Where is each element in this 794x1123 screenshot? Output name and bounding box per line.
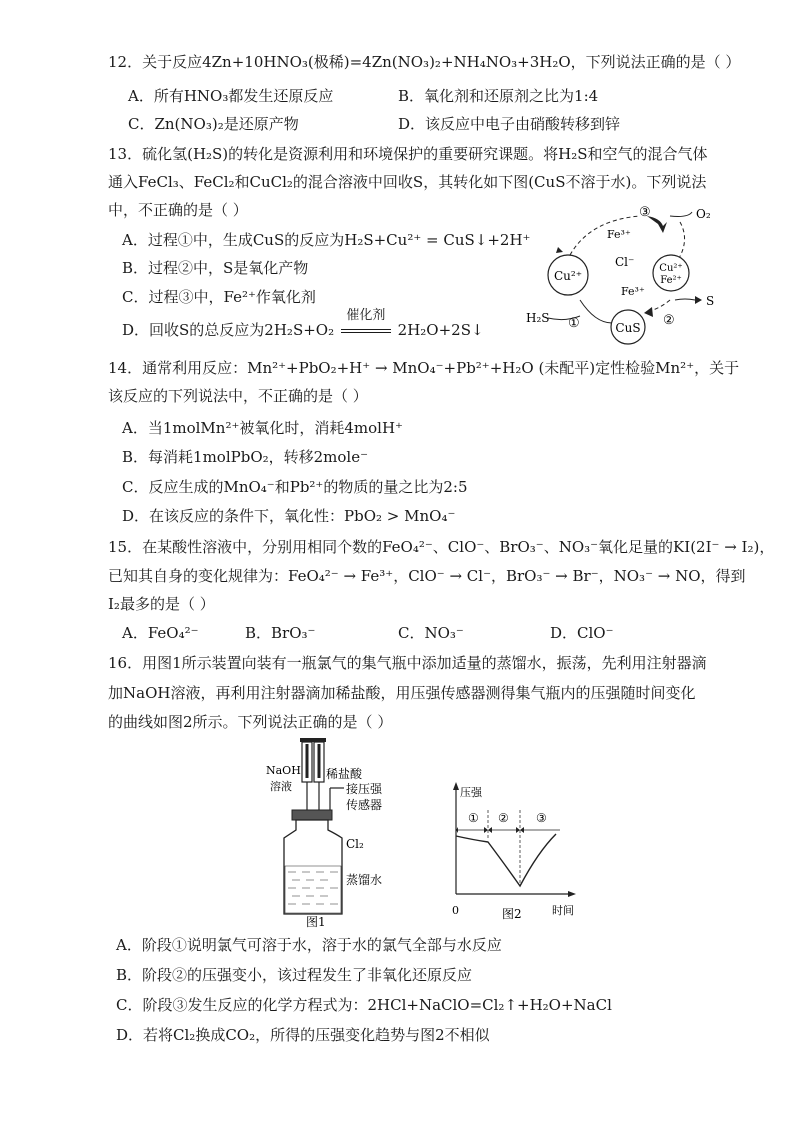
cl2-label: Cl₂	[346, 837, 364, 851]
s-label: S	[706, 294, 715, 308]
step2-label: ②	[663, 313, 675, 328]
figure2-pressure-chart	[444, 782, 584, 924]
figure2-xlabel: 时间	[552, 904, 574, 917]
sensor-label-1: 接压强	[346, 782, 383, 796]
q13-stem-line3: 中，不正确的是（ ）	[108, 201, 248, 219]
h2s-label: H₂S	[526, 311, 550, 325]
q15-option-d: D．ClO⁻	[550, 624, 614, 642]
figure2-origin: 0	[452, 904, 459, 917]
pressure-curve	[456, 834, 556, 886]
h2s-cycle-diagram	[520, 200, 720, 350]
q15-stem-line1: 15．在某酸性溶液中，分别用相同个数的FeO₄²⁻、ClO⁻、BrO₃⁻、NO₃⁻氧化足量的KI(2I⁻ → I₂)，	[108, 538, 775, 556]
stage2-label: ②	[498, 811, 509, 825]
q15-option-c: C．NO₃⁻	[398, 624, 464, 642]
q14-option-d: D．在该反应的条件下，氧化性：PbO₂ > MnO₄⁻	[122, 507, 456, 525]
q16-option-d: D．若将Cl₂换成CO₂，所得的压强变化趋势与图2不相似	[116, 1026, 490, 1044]
q12-option-a: A．所有HNO₃都发生还原反应	[128, 87, 334, 105]
q13-option-a: A．过程①中，生成CuS的反应为H₂S+Cu²⁺ = CuS↓+2H⁺	[122, 231, 531, 249]
q12-option-b: B．氧化剂和还原剂之比为1:4	[398, 87, 599, 105]
cu-fe-bottom-label: Fe²⁺	[660, 275, 682, 286]
q12-option-d: D．该反应中电子由硝酸转移到锌	[398, 115, 621, 133]
cu-fe-top-label: Cu²⁺	[659, 263, 683, 274]
step3-label: ③	[639, 205, 651, 220]
cl-label: Cl⁻	[615, 255, 635, 269]
q14-option-c: C．反应生成的MnO₄⁻和Pb²⁺的物质的量之比为2:5	[122, 478, 468, 496]
cus-label: CuS	[615, 321, 641, 335]
q13-option-d	[122, 308, 484, 340]
q15-option-b: B．BrO₃⁻	[245, 624, 316, 642]
catalyst-label: 催化剂	[346, 308, 386, 323]
q16-option-b: B．阶段②的压强变小，该过程发生了非氧化还原反应	[116, 966, 473, 984]
q16-stem-line1: 16．用图1所示装置向装有一瓶氯气的集气瓶中添加适量的蒸馏水，振荡，先利用注射器滴	[108, 654, 707, 672]
water-label: 蒸馏水	[346, 873, 383, 887]
q15-stem-line2: 已知其自身的变化规律为：FeO₄²⁻ → Fe³⁺，ClO⁻ → Cl⁻，BrO₃⁻ → Br⁻，NO₃⁻ → NO，得到	[108, 567, 746, 585]
q13-option-d-left: D．回收S的总反应为2H₂S+O₂	[122, 321, 335, 339]
q16-option-c: C．阶段③发生反应的化学方程式为：2HCl+NaClO=Cl₂↑+H₂O+NaCl	[116, 996, 612, 1014]
figure2-caption: 图2	[502, 907, 522, 921]
q15-stem-line3: I₂最多的是（ ）	[108, 595, 215, 613]
q15-option-a: A．FeO₄²⁻	[122, 624, 199, 642]
step1-label: ①	[568, 316, 580, 331]
sensor-label-2: 传感器	[346, 798, 383, 812]
hcl-label: 稀盐酸	[326, 767, 363, 781]
q16-stem-line3: 的曲线如图2所示。下列说法正确的是（ ）	[108, 713, 393, 731]
stage3-label: ③	[536, 811, 547, 825]
q14-stem-line2: 该反应的下列说法中，不正确的是（ ）	[108, 387, 368, 405]
q13-option-b: B．过程②中，S是氧化产物	[122, 259, 309, 277]
catalyst-arrow	[339, 308, 393, 340]
q13-stem-line1: 13．硫化氢(H₂S)的转化是资源利用和环境保护的重要研究课题。将H₂S和空气的混合气体	[108, 145, 708, 163]
fe3-right-label: Fe³⁺	[621, 285, 645, 298]
cu2-label: Cu²⁺	[553, 269, 583, 283]
q14-option-a: A．当1molMn²⁺被氧化时，消耗4molH⁺	[122, 419, 403, 437]
naoh-solution-label: 溶液	[270, 780, 292, 793]
naoh-label: NaOH	[266, 764, 301, 777]
q12-stem: 12．关于反应4Zn+10HNO₃(极稀)=4Zn(NO₃)₂+NH₄NO₃+3H₂O，下列说法正确的是（ ）	[108, 53, 741, 71]
figure1-caption: 图1	[306, 915, 326, 928]
q13-option-d-right: 2H₂O+2S↓	[397, 321, 484, 339]
q14-option-b: B．每消耗1molPbO₂，转移2mole⁻	[122, 448, 369, 466]
q12-option-c: C．Zn(NO₃)₂是还原产物	[128, 115, 299, 133]
figure1-apparatus	[262, 738, 432, 928]
q13-stem-line2: 通入FeCl₃、FeCl₂和CuCl₂的混合溶液中回收S，其转化如下图(CuS不溶于水)。下列说法	[108, 173, 707, 191]
o2-label: O₂	[696, 207, 711, 221]
q16-stem-line2: 加NaOH溶液，再利用注射器滴加稀盐酸，用压强传感器测得集气瓶内的压强随时间变化	[108, 684, 696, 702]
q14-stem-line1: 14．通常利用反应：Mn²⁺+PbO₂+H⁺ → MnO₄⁻+Pb²⁺+H₂O (未配平)定性检验Mn²⁺，关于	[108, 359, 740, 377]
fe3-top-label: Fe³⁺	[607, 228, 631, 241]
q13-option-c: C．过程③中，Fe²⁺作氧化剂	[122, 288, 316, 306]
stage1-label: ①	[468, 811, 479, 825]
figure2-ylabel: 压强	[460, 786, 482, 799]
q16-option-a: A．阶段①说明氯气可溶于水，溶于水的氯气全部与水反应	[116, 936, 502, 954]
